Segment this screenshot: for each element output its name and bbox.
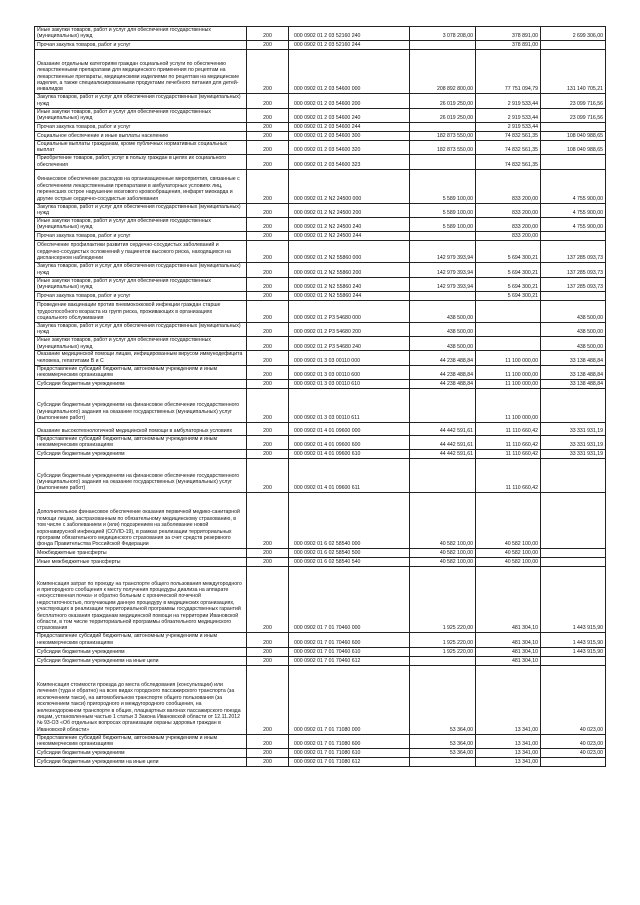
executed-amount-cell: 11 100 000,00 — [476, 389, 541, 423]
expense-name-cell: Закупка товаров, работ и услуг для обеспечения государственных (муниципальных) нужд — [35, 203, 247, 217]
executed-amount-cell: 481 304,10 — [476, 647, 541, 656]
unexecuted-amount-cell: 2 699 306,00 — [541, 27, 606, 41]
unexecuted-amount-cell: 137 285 093,73 — [541, 277, 606, 291]
approved-amount-cell: 44 238 488,84 — [410, 365, 476, 379]
line-code-cell: 200 — [247, 291, 289, 300]
approved-amount-cell: 5 589 100,00 — [410, 203, 476, 217]
approved-amount-cell — [410, 122, 476, 131]
line-code-cell: 200 — [247, 567, 289, 633]
expense-name-cell: Иные закупки товаров, работ и услуг для обеспечения государственных (муниципальных) нужд — [35, 217, 247, 231]
unexecuted-amount-cell: 108 040 988,65 — [541, 140, 606, 154]
table-row — [35, 749, 606, 758]
line-code-cell: 200 — [247, 169, 289, 203]
executed-amount-cell: 11 110 660,42 — [476, 423, 541, 436]
executed-amount-cell: 5 694 300,21 — [476, 241, 541, 263]
table-row — [35, 647, 606, 656]
table-row — [35, 365, 606, 379]
expense-name-cell: Иные закупки товаров, работ и услуг для обеспечения государственных (муниципальных) нужд — [35, 108, 247, 122]
approved-amount-cell: 438 500,00 — [410, 322, 476, 336]
expense-name-cell: Субсидии бюджетным учреждениям на финансовое обеспечение государственного (муниципального) задания на оказание государственных (муниципальных) услуг (выполнение работ) — [35, 459, 247, 493]
table-row — [35, 122, 606, 131]
approved-amount-cell — [410, 656, 476, 665]
approved-amount-cell: 1 925 220,00 — [410, 633, 476, 647]
approved-amount-cell: 40 582 100,00 — [410, 549, 476, 558]
budget-classification-code-cell: 000 0902 01 7 01 70460 000 — [289, 567, 410, 633]
unexecuted-amount-cell: 33 331 931,19 — [541, 436, 606, 450]
executed-amount-cell: 77 751 094,79 — [476, 50, 541, 94]
approved-amount-cell: 44 238 488,84 — [410, 351, 476, 365]
line-code-cell: 200 — [247, 217, 289, 231]
expense-name-cell: Прочая закупка товаров, работ и услуг — [35, 291, 247, 300]
table-row — [35, 665, 606, 734]
line-code-cell: 200 — [247, 493, 289, 549]
budget-classification-code-cell: 000 0902 01 2 03 52160 244 — [289, 41, 410, 50]
executed-amount-cell: 833 200,00 — [476, 203, 541, 217]
table-row — [35, 241, 606, 263]
budget-classification-code-cell: 000 0902 01 2 03 54600 300 — [289, 131, 410, 140]
unexecuted-amount-cell — [541, 122, 606, 131]
budget-classification-code-cell: 000 0902 01 2 03 54600 320 — [289, 140, 410, 154]
line-code-cell: 200 — [247, 41, 289, 50]
budget-classification-code-cell: 000 0902 01 3 03 00110 600 — [289, 365, 410, 379]
budget-classification-code-cell: 000 0902 01 7 01 71080 600 — [289, 734, 410, 748]
table-row — [35, 94, 606, 108]
line-code-cell: 200 — [247, 27, 289, 41]
budget-classification-code-cell: 000 0902 01 4 01 09600 611 — [289, 459, 410, 493]
executed-amount-cell: 2 919 533,44 — [476, 94, 541, 108]
line-code-cell: 200 — [247, 647, 289, 656]
approved-amount-cell — [410, 459, 476, 493]
unexecuted-amount-cell: 1 443 915,90 — [541, 633, 606, 647]
line-code-cell: 200 — [247, 389, 289, 423]
expense-name-cell: Оказание отдельным категориям граждан социальной услуги по обеспечению лекарственными препаратами для медицинского применения по рецептам на лекарственные препараты, медицинскими изделиями по рецептам на медицинские изделия, а также специализированными продуктами лечебного питания для детей-инвалидов — [35, 50, 247, 94]
table-row — [35, 277, 606, 291]
unexecuted-amount-cell: 40 023,00 — [541, 665, 606, 734]
unexecuted-amount-cell — [541, 291, 606, 300]
budget-classification-code-cell: 000 0902 01 2 N2 55860 244 — [289, 291, 410, 300]
executed-amount-cell: 74 832 561,35 — [476, 155, 541, 169]
line-code-cell: 200 — [247, 633, 289, 647]
unexecuted-amount-cell: 108 040 988,65 — [541, 131, 606, 140]
table-row — [35, 558, 606, 567]
budget-classification-code-cell: 000 0902 01 7 01 70460 600 — [289, 633, 410, 647]
budget-classification-code-cell: 000 0902 01 2 03 54600 244 — [289, 122, 410, 131]
expense-name-cell: Оказание высокотехнологичной медицинской помощи в амбулаторных условиях — [35, 423, 247, 436]
table-row — [35, 300, 606, 322]
approved-amount-cell: 208 892 800,00 — [410, 50, 476, 94]
table-row — [35, 758, 606, 767]
executed-amount-cell: 833 200,00 — [476, 232, 541, 241]
executed-amount-cell: 11 100 000,00 — [476, 365, 541, 379]
approved-amount-cell: 3 078 208,00 — [410, 27, 476, 41]
line-code-cell: 200 — [247, 232, 289, 241]
executed-amount-cell: 481 304,10 — [476, 656, 541, 665]
executed-amount-cell: 40 582 100,00 — [476, 493, 541, 549]
expense-name-cell: Иные межбюджетные трансферты — [35, 558, 247, 567]
expense-name-cell: Субсидии бюджетным учреждениям на финансовое обеспечение государственного (муниципального) задания на оказание государственных (муниципальных) услуг (выполнение работ) — [35, 389, 247, 423]
approved-amount-cell: 44 442 591,61 — [410, 436, 476, 450]
budget-classification-code-cell: 000 0902 01 7 01 71080 610 — [289, 749, 410, 758]
line-code-cell: 200 — [247, 203, 289, 217]
table-row — [35, 493, 606, 549]
executed-amount-cell: 481 304,10 — [476, 633, 541, 647]
budget-classification-code-cell: 000 0902 01 2 03 54600 000 — [289, 50, 410, 94]
approved-amount-cell: 438 500,00 — [410, 337, 476, 351]
budget-classification-code-cell: 000 0902 01 2 N2 24500 200 — [289, 203, 410, 217]
unexecuted-amount-cell: 4 755 900,00 — [541, 217, 606, 231]
unexecuted-amount-cell — [541, 389, 606, 423]
table-row — [35, 131, 606, 140]
approved-amount-cell: 40 582 100,00 — [410, 558, 476, 567]
executed-amount-cell: 40 582 100,00 — [476, 549, 541, 558]
expense-name-cell: Обеспечение профилактики развития сердечно-сосудистых заболеваний и сердечно-сосудистых осложнений у пациентов высокого риска, находящихся на диспансерном наблюдении — [35, 241, 247, 263]
budget-classification-code-cell: 000 0902 01 7 01 70460 612 — [289, 656, 410, 665]
unexecuted-amount-cell: 1 443 915,90 — [541, 567, 606, 633]
unexecuted-amount-cell: 438 500,00 — [541, 322, 606, 336]
table-row — [35, 337, 606, 351]
approved-amount-cell — [410, 41, 476, 50]
expense-name-cell: Предоставление субсидий бюджетным, автономным учреждениям и иным некоммерческим организациям — [35, 633, 247, 647]
budget-classification-code-cell: 000 0902 01 2 N2 55860 240 — [289, 277, 410, 291]
executed-amount-cell: 833 200,00 — [476, 217, 541, 231]
unexecuted-amount-cell — [541, 493, 606, 549]
executed-amount-cell: 11 100 000,00 — [476, 380, 541, 389]
budget-classification-code-cell: 000 0902 01 6 02 58540 500 — [289, 549, 410, 558]
line-code-cell: 200 — [247, 558, 289, 567]
table-row — [35, 155, 606, 169]
line-code-cell: 200 — [247, 423, 289, 436]
approved-amount-cell: 438 500,00 — [410, 300, 476, 322]
table-row — [35, 108, 606, 122]
table-row — [35, 450, 606, 459]
expense-name-cell: Иные закупки товаров, работ и услуг для обеспечения государственных (муниципальных) нужд — [35, 27, 247, 41]
line-code-cell: 200 — [247, 450, 289, 459]
unexecuted-amount-cell — [541, 232, 606, 241]
unexecuted-amount-cell: 23 099 716,56 — [541, 108, 606, 122]
table-body — [35, 27, 606, 767]
unexecuted-amount-cell: 4 755 900,00 — [541, 169, 606, 203]
budget-classification-code-cell: 000 0902 01 7 01 70460 610 — [289, 647, 410, 656]
expense-name-cell: Субсидии бюджетным учреждениям на иные цели — [35, 758, 247, 767]
table-row — [35, 459, 606, 493]
table-row — [35, 549, 606, 558]
executed-amount-cell: 481 304,10 — [476, 567, 541, 633]
approved-amount-cell: 182 873 550,00 — [410, 140, 476, 154]
line-code-cell: 200 — [247, 656, 289, 665]
line-code-cell: 200 — [247, 436, 289, 450]
expense-name-cell: Закупка товаров, работ и услуг для обеспечения государственных (муниципальных) нужд — [35, 94, 247, 108]
executed-amount-cell: 5 694 300,21 — [476, 263, 541, 277]
executed-amount-cell: 833 200,00 — [476, 169, 541, 203]
unexecuted-amount-cell: 438 500,00 — [541, 300, 606, 322]
executed-amount-cell: 11 110 660,42 — [476, 436, 541, 450]
approved-amount-cell: 142 979 393,94 — [410, 241, 476, 263]
line-code-cell: 200 — [247, 50, 289, 94]
executed-amount-cell: 74 832 561,35 — [476, 131, 541, 140]
executed-amount-cell: 5 694 300,21 — [476, 291, 541, 300]
budget-classification-code-cell: 000 0902 01 3 03 00110 000 — [289, 351, 410, 365]
unexecuted-amount-cell: 1 443 915,90 — [541, 647, 606, 656]
table-row — [35, 734, 606, 748]
expense-name-cell: Субсидии бюджетным учреждениям — [35, 450, 247, 459]
budget-classification-code-cell: 000 0902 01 4 01 09600 610 — [289, 450, 410, 459]
expense-name-cell: Иные закупки товаров, работ и услуг для обеспечения государственных (муниципальных) нужд — [35, 337, 247, 351]
line-code-cell: 200 — [247, 140, 289, 154]
unexecuted-amount-cell: 33 331 931,19 — [541, 423, 606, 436]
line-code-cell: 200 — [247, 277, 289, 291]
approved-amount-cell: 44 442 591,61 — [410, 450, 476, 459]
line-code-cell: 200 — [247, 300, 289, 322]
approved-amount-cell — [410, 155, 476, 169]
expense-name-cell: Субсидии бюджетным учреждениям — [35, 647, 247, 656]
table-row — [35, 232, 606, 241]
budget-classification-code-cell: 000 0902 01 2 N2 55860 200 — [289, 263, 410, 277]
executed-amount-cell: 40 582 100,00 — [476, 558, 541, 567]
unexecuted-amount-cell: 33 138 488,84 — [541, 351, 606, 365]
table-row — [35, 380, 606, 389]
budget-classification-code-cell: 000 0902 01 4 01 09600 000 — [289, 423, 410, 436]
budget-classification-code-cell: 000 0902 01 2 N2 24500 244 — [289, 232, 410, 241]
line-code-cell: 200 — [247, 351, 289, 365]
executed-amount-cell: 11 110 660,42 — [476, 450, 541, 459]
approved-amount-cell — [410, 232, 476, 241]
approved-amount-cell: 182 873 550,00 — [410, 131, 476, 140]
executed-amount-cell: 2 919 533,44 — [476, 122, 541, 131]
executed-amount-cell: 13 341,00 — [476, 758, 541, 767]
unexecuted-amount-cell — [541, 558, 606, 567]
expense-name-cell: Межбюджетные трансферты — [35, 549, 247, 558]
unexecuted-amount-cell — [541, 459, 606, 493]
line-code-cell: 200 — [247, 365, 289, 379]
table-row — [35, 656, 606, 665]
budget-classification-code-cell: 000 0902 01 7 01 71080 612 — [289, 758, 410, 767]
expense-name-cell: Компенсация затрат по проезду на транспорте общего пользования междугородного и пригородного сообщения к месту получения процедуры диализа на аппарате «искусственная почка» и обратно больным с хронической почечной недостаточностью, получающим данную процедуру в медицинских организациях, участвующих в реализации территориальной программы государственных гарантий бесплатного оказания гражданам медицинской помощи на территории Ивановской области, в том числе территориальной программы обязательного медицинского страхования — [35, 567, 247, 633]
line-code-cell: 200 — [247, 549, 289, 558]
approved-amount-cell: 40 582 100,00 — [410, 493, 476, 549]
executed-amount-cell: 11 100 000,00 — [476, 351, 541, 365]
expense-name-cell: Предоставление субсидий бюджетным, автономным учреждениям и иным некоммерческим организациям — [35, 365, 247, 379]
executed-amount-cell: 13 341,00 — [476, 734, 541, 748]
budget-classification-code-cell: 000 0902 01 7 01 71080 000 — [289, 665, 410, 734]
expense-name-cell: Проведение вакцинации против пневмококковой инфекции граждан старше трудоспособного возраста из групп риска, проживающих в организациях социального обслуживания — [35, 300, 247, 322]
approved-amount-cell — [410, 291, 476, 300]
executed-amount-cell: 5 694 300,21 — [476, 277, 541, 291]
expense-name-cell: Субсидии бюджетным учреждениям на иные цели — [35, 656, 247, 665]
unexecuted-amount-cell: 33 138 488,84 — [541, 380, 606, 389]
unexecuted-amount-cell — [541, 155, 606, 169]
expense-name-cell: Субсидии бюджетным учреждениям — [35, 749, 247, 758]
expense-name-cell: Социальное обеспечение и иные выплаты населению — [35, 131, 247, 140]
unexecuted-amount-cell — [541, 549, 606, 558]
executed-amount-cell — [476, 322, 541, 336]
expense-name-cell: Прочая закупка товаров, работ и услуг — [35, 41, 247, 50]
budget-classification-code-cell: 000 0902 01 6 02 58540 540 — [289, 558, 410, 567]
budget-classification-code-cell: 000 0902 01 3 03 00110 611 — [289, 389, 410, 423]
approved-amount-cell: 5 589 100,00 — [410, 217, 476, 231]
line-code-cell: 200 — [247, 322, 289, 336]
unexecuted-amount-cell: 23 099 716,56 — [541, 94, 606, 108]
expense-name-cell: Предоставление субсидий бюджетным, автономным учреждениям и иным некоммерческим организациям — [35, 436, 247, 450]
line-code-cell: 200 — [247, 131, 289, 140]
line-code-cell: 200 — [247, 380, 289, 389]
line-code-cell: 200 — [247, 122, 289, 131]
approved-amount-cell: 53 364,00 — [410, 734, 476, 748]
table-row — [35, 203, 606, 217]
unexecuted-amount-cell: 40 023,00 — [541, 749, 606, 758]
expense-name-cell: Оказание медицинской помощи лицам, инфицированным вирусом иммунодефицита человека, гепатитами В и С — [35, 351, 247, 365]
approved-amount-cell: 142 979 393,94 — [410, 277, 476, 291]
unexecuted-amount-cell — [541, 41, 606, 50]
table-row — [35, 50, 606, 94]
approved-amount-cell — [410, 758, 476, 767]
unexecuted-amount-cell: 137 285 093,73 — [541, 263, 606, 277]
line-code-cell: 200 — [247, 734, 289, 748]
executed-amount-cell: 2 919 533,44 — [476, 108, 541, 122]
line-code-cell: 200 — [247, 155, 289, 169]
expense-name-cell: Закупка товаров, работ и услуг для обеспечения государственных (муниципальных) нужд — [35, 322, 247, 336]
executed-amount-cell: 74 832 561,35 — [476, 140, 541, 154]
budget-classification-code-cell: 000 0902 01 3 03 00110 610 — [289, 380, 410, 389]
unexecuted-amount-cell: 137 285 093,73 — [541, 241, 606, 263]
expense-name-cell: Закупка товаров, работ и услуг для обеспечения государственных (муниципальных) нужд — [35, 263, 247, 277]
budget-classification-code-cell: 000 0902 01 2 N2 55860 000 — [289, 241, 410, 263]
approved-amount-cell: 44 442 591,61 — [410, 423, 476, 436]
unexecuted-amount-cell — [541, 758, 606, 767]
line-code-cell: 200 — [247, 758, 289, 767]
table-row — [35, 423, 606, 436]
table-row — [35, 322, 606, 336]
expense-name-cell: Финансовое обеспечение расходов на организационные мероприятия, связанные с обеспечением лекарственными препаратами в амбулаторных условиях лиц, перенесших острое нарушение мозгового кровообращения, инфаркт миокарда и другие острые сердечно-сосудистые заболевания — [35, 169, 247, 203]
approved-amount-cell: 1 925 220,00 — [410, 647, 476, 656]
table-row — [35, 389, 606, 423]
expense-name-cell: Социальные выплаты гражданам, кроме публичных нормативных социальных выплат — [35, 140, 247, 154]
table-row — [35, 567, 606, 633]
approved-amount-cell — [410, 389, 476, 423]
executed-amount-cell: 13 341,00 — [476, 665, 541, 734]
expense-name-cell: Прочая закупка товаров, работ и услуг — [35, 122, 247, 131]
line-code-cell: 200 — [247, 241, 289, 263]
table-row — [35, 291, 606, 300]
unexecuted-amount-cell: 33 138 488,84 — [541, 365, 606, 379]
executed-amount-cell — [476, 337, 541, 351]
expense-name-cell: Субсидии бюджетным учреждениям — [35, 380, 247, 389]
table-row — [35, 27, 606, 41]
budget-classification-code-cell: 000 0902 01 2 N2 24500 000 — [289, 169, 410, 203]
unexecuted-amount-cell: 40 023,00 — [541, 734, 606, 748]
budget-classification-code-cell: 000 0902 01 2 03 54600 200 — [289, 94, 410, 108]
expense-name-cell: Предоставление субсидий бюджетным, автономным учреждениям и иным некоммерческим организациям — [35, 734, 247, 748]
executed-amount-cell: 13 341,00 — [476, 749, 541, 758]
expense-name-cell: Прочая закупка товаров, работ и услуг — [35, 232, 247, 241]
budget-classification-code-cell: 000 0902 01 2 03 52160 240 — [289, 27, 410, 41]
line-code-cell: 200 — [247, 665, 289, 734]
executed-amount-cell — [476, 300, 541, 322]
table-row — [35, 169, 606, 203]
table-row — [35, 263, 606, 277]
budget-classification-code-cell: 000 0902 01 6 02 58540 000 — [289, 493, 410, 549]
expense-name-cell: Дополнительное финансовое обеспечение оказания первичной медико-санитарной помощи лицам, застрахованным по обязательному медицинскому страхованию, в том числе с заболеванием и (или) подозрением на заболевание новой коронавирусной инфекцией (COVID-19), в рамках реализации территориальных программ обязательного медицинского страхования за счет средств резервного фонда Правительства Российской Федерации — [35, 493, 247, 549]
budget-classification-code-cell: 000 0902 01 4 01 09600 600 — [289, 436, 410, 450]
table-row — [35, 140, 606, 154]
approved-amount-cell: 53 364,00 — [410, 665, 476, 734]
table-row — [35, 351, 606, 365]
table-row — [35, 41, 606, 50]
expense-name-cell: Иные закупки товаров, работ и услуг для обеспечения государственных (муниципальных) нужд — [35, 277, 247, 291]
budget-classification-code-cell: 000 0902 01 2 P3 54680 000 — [289, 300, 410, 322]
approved-amount-cell: 26 019 250,00 — [410, 108, 476, 122]
table-row — [35, 633, 606, 647]
unexecuted-amount-cell: 33 331 931,19 — [541, 450, 606, 459]
executed-amount-cell: 378 891,00 — [476, 41, 541, 50]
line-code-cell: 200 — [247, 749, 289, 758]
budget-execution-table — [34, 26, 606, 767]
expense-name-cell: Компенсация стоимости проезда до места обследования (консультации) или лечения (туда и обратно) на всех видах городского пассажирского транспорта (за исключением такси), на автомобильном транспорте общего пользования (за исключением такси) пригородного и междугородного сообщения, на железнодорожном транспорте в общих, плацкартных вагонах пассажирского поезда лицам, установленным частью 1 статьи 3 Закона Ивановской области от 12.11.2012 № 93-ОЗ «Об отдельных вопросах организации охраны здоровья граждан в Ивановской области» — [35, 665, 247, 734]
unexecuted-amount-cell: 438 500,00 — [541, 337, 606, 351]
unexecuted-amount-cell — [541, 656, 606, 665]
approved-amount-cell: 53 364,00 — [410, 749, 476, 758]
budget-classification-code-cell: 000 0902 01 2 P3 54680 200 — [289, 322, 410, 336]
unexecuted-amount-cell: 131 140 705,21 — [541, 50, 606, 94]
table-row — [35, 436, 606, 450]
line-code-cell: 200 — [247, 337, 289, 351]
budget-classification-code-cell: 000 0902 01 2 N2 24500 240 — [289, 217, 410, 231]
line-code-cell: 200 — [247, 94, 289, 108]
approved-amount-cell: 26 019 250,00 — [410, 94, 476, 108]
approved-amount-cell: 5 589 100,00 — [410, 169, 476, 203]
executed-amount-cell: 378 891,00 — [476, 27, 541, 41]
expense-name-cell: Приобретение товаров, работ, услуг в пользу граждан в целях их социального обеспечения — [35, 155, 247, 169]
line-code-cell: 200 — [247, 108, 289, 122]
budget-classification-code-cell: 000 0902 01 2 03 54600 240 — [289, 108, 410, 122]
table-row — [35, 217, 606, 231]
budget-classification-code-cell: 000 0902 01 2 03 54600 323 — [289, 155, 410, 169]
approved-amount-cell: 1 925 220,00 — [410, 567, 476, 633]
unexecuted-amount-cell: 4 755 900,00 — [541, 203, 606, 217]
line-code-cell: 200 — [247, 263, 289, 277]
executed-amount-cell: 11 110 660,42 — [476, 459, 541, 493]
budget-classification-code-cell: 000 0902 01 2 P3 54680 240 — [289, 337, 410, 351]
approved-amount-cell: 44 238 488,84 — [410, 380, 476, 389]
line-code-cell: 200 — [247, 459, 289, 493]
approved-amount-cell: 142 979 393,94 — [410, 263, 476, 277]
